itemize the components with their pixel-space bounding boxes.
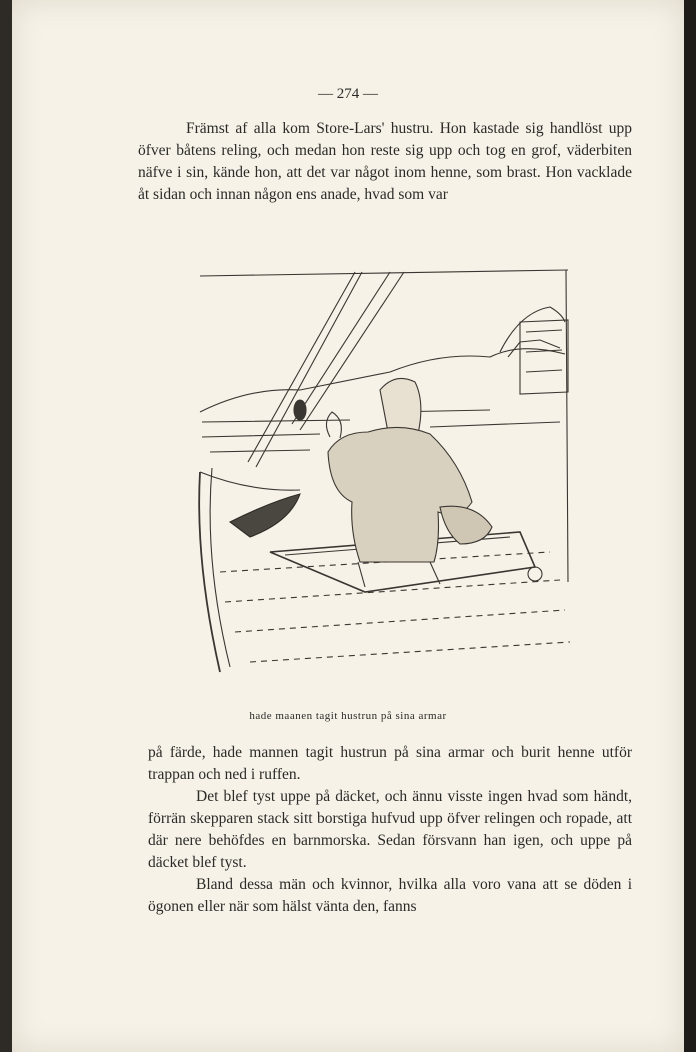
page-edge-shadow bbox=[684, 0, 696, 1052]
book-spine-shadow bbox=[0, 0, 12, 1052]
top-text-block bbox=[138, 118, 632, 206]
paragraph-2: på färde, hade mannen tagit hustrun på sina armar och burit henne utför trappan och ned i ruffen. bbox=[148, 744, 632, 783]
illustration-caption: hade maanen tagit hustrun på sina armar bbox=[249, 710, 447, 722]
mast-rope-1 bbox=[248, 272, 355, 462]
hatch-ring bbox=[528, 567, 542, 581]
block-pulley bbox=[294, 400, 306, 420]
boat-bow bbox=[199, 472, 220, 672]
page-number: — 274 — bbox=[318, 86, 378, 102]
frame-top-line bbox=[200, 270, 568, 276]
paragraph-1: Främst af alla kom Store-Lars' hustru. Hon kastade sig handlöst upp öfver båtens reling, och medan hon reste sig upp och tog en grof, väderbiten näfve i sin, kände hon, att det var något inom henne, som brast. Hon vacklade åt sidan och innan någon ens anade, hvad som var bbox=[138, 120, 632, 203]
paragraph-4: Bland dessa män och kvinnor, hvilka alla voro vana att se döden i ögonen eller när som hälst vänta den, fanns bbox=[148, 876, 632, 915]
mast-rope-2 bbox=[292, 272, 390, 424]
rope-coil bbox=[230, 494, 300, 537]
boat-engraving bbox=[190, 262, 580, 692]
man-hand bbox=[326, 412, 341, 438]
cliff bbox=[500, 307, 565, 352]
frame-right-line bbox=[566, 270, 568, 582]
illustration bbox=[190, 262, 580, 696]
paragraph-3: Det blef tyst uppe på däcket, och ännu visste ingen hvad som händt, förrän skepparen stack sitt borstiga hufvud upp öfver relingen och ropade, att där nere behöfdes en barnmorska. Sedan försvann han igen, och uppe på däcket blef tyst. bbox=[148, 788, 632, 871]
bottom-text-block bbox=[148, 742, 632, 918]
